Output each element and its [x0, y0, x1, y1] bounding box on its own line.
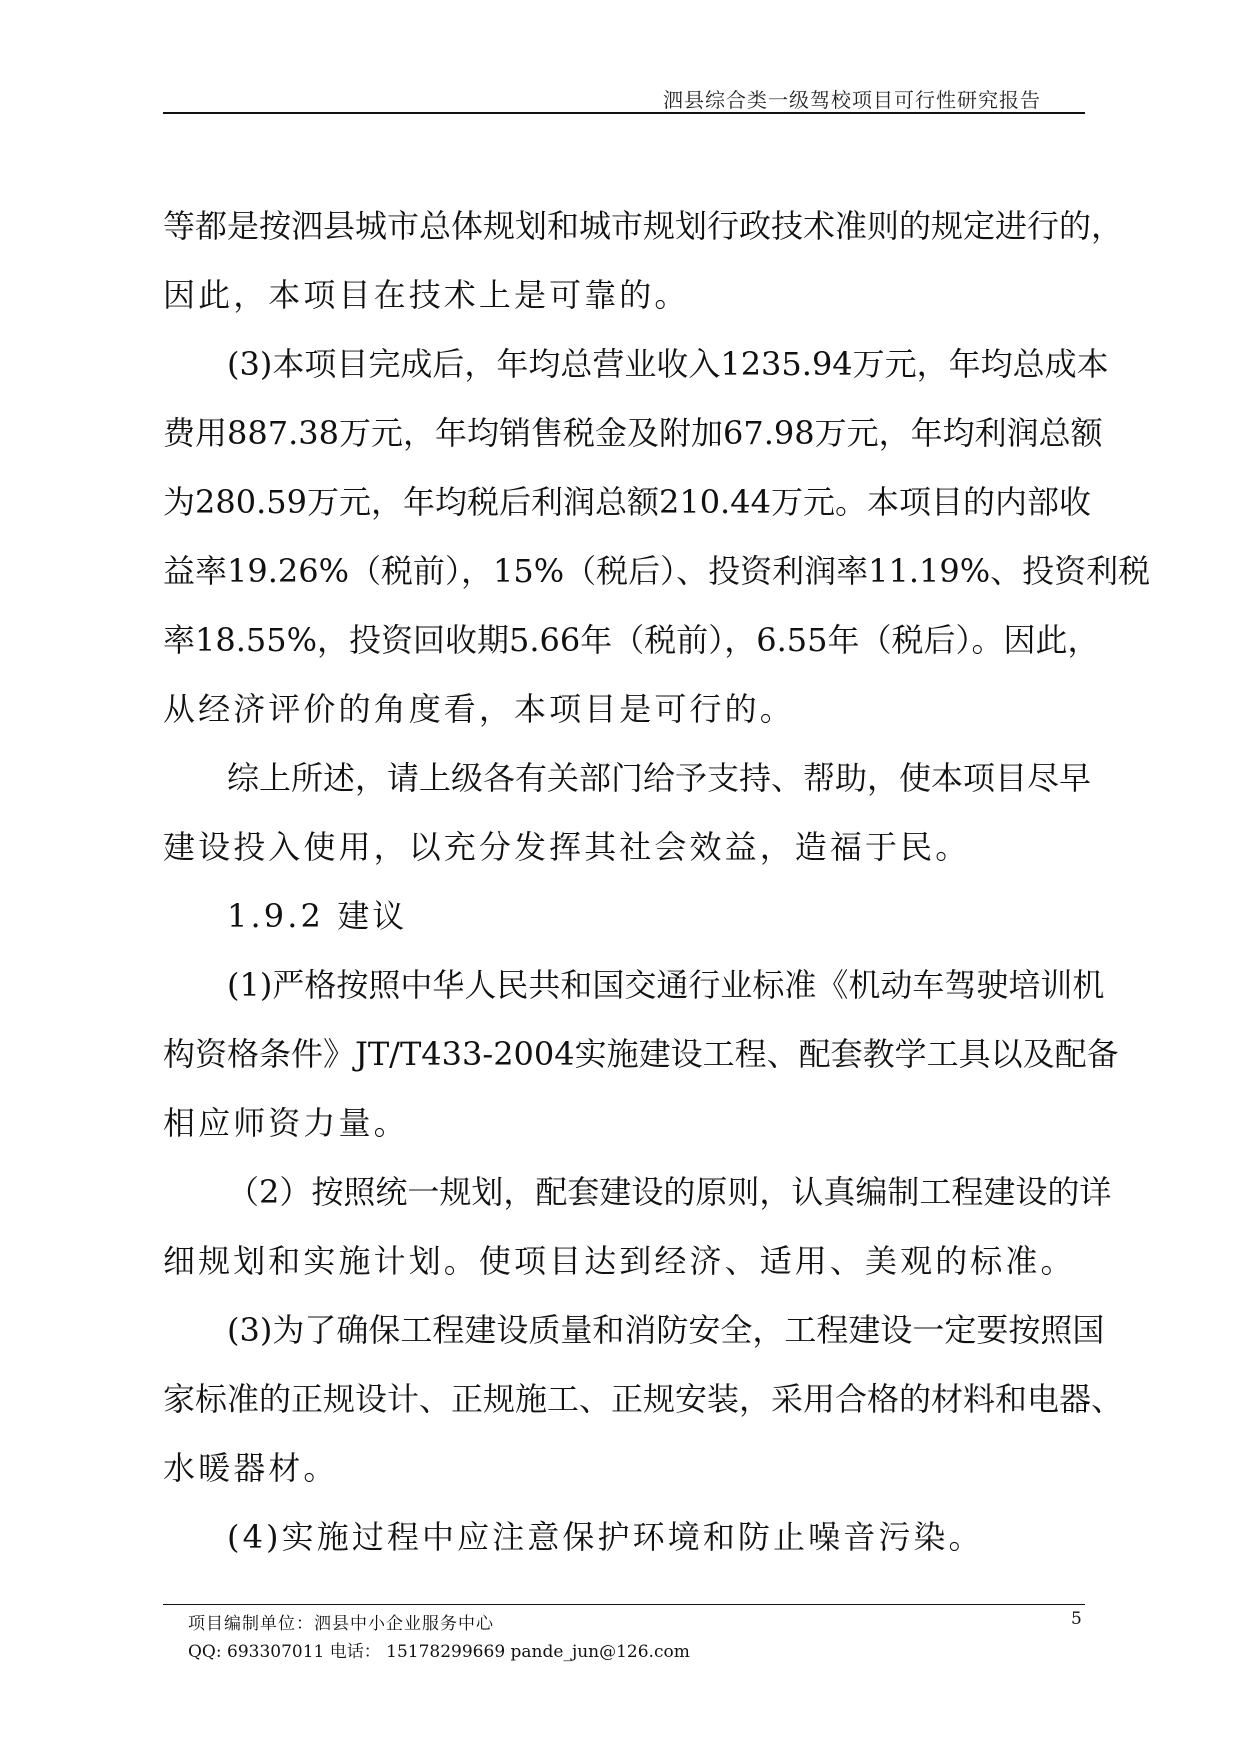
body-line: 家标准的正规设计、正规施工、正规安装，采用合格的材料和电器、: [163, 1380, 1124, 1418]
body-line: 综上所述，请上级各有关部门给予支持、帮助，使本项目尽早: [227, 759, 1092, 797]
body-line: 费用887.38万元，年均销售税金及附加67.98万元，年均利润总额: [163, 414, 1103, 452]
body-line: (3)为了确保工程建设质量和消防安全，工程建设一定要按照国: [227, 1311, 1105, 1349]
footer-rule: [163, 1604, 1085, 1605]
body-line: 构资格条件》JT/T433-2004实施建设工程、配套教学工具以及配备: [163, 1035, 1119, 1073]
body-line: (4)实施过程中应注意保护环境和防止噪音污染。: [227, 1518, 984, 1556]
footer-contact: QQ: 693307011 电话： 15178299669 pande_jun@126.com: [188, 1642, 690, 1662]
body-line: 益率19.26%（税前），15%（税后）、投资利润率11.19%、投资利税: [163, 552, 1151, 590]
body-line: 细规划和实施计划。使项目达到经济、适用、美观的标准。: [163, 1242, 1076, 1280]
body-line: 建设投入使用，以充分发挥其社会效益，造福于民。: [163, 828, 971, 866]
footer-org: 项目编制单位：泗县中小企业服务中心: [188, 1614, 494, 1634]
page-number: 5: [1071, 1609, 1082, 1629]
body-line: 水暖器材。: [163, 1449, 339, 1487]
body-line: 从经济评价的角度看，本项目是可行的。: [163, 690, 795, 728]
header-rule: [163, 112, 1085, 114]
body-line: （2）按照统一规划，配套建设的原则，认真编制工程建设的详: [227, 1173, 1112, 1211]
body-line: 为280.59万元，年均税后利润总额210.44万元。本项目的内部收: [163, 483, 1091, 521]
body-line: 因此，本项目在技术上是可靠的。: [163, 276, 690, 314]
section-heading: 1.9.2 建议: [227, 897, 408, 935]
body-line: (3)本项目完成后，年均总营业收入1235.94万元，年均总成本: [227, 345, 1109, 383]
body-line: 相应师资力量。: [163, 1104, 409, 1142]
body-line: 等都是按泗县城市总体规划和城市规划行政技术准则的规定进行的，: [163, 207, 1124, 245]
header-title: 泗县综合类一级驾校项目可行性研究报告: [663, 88, 1041, 112]
body-text: [163, 192, 1151, 1572]
body-line: (1)严格按照中华人民共和国交通行业标准《机动车驾驶培训机: [227, 966, 1105, 1004]
body-line: 率18.55%，投资回收期5.66年（税前），6.55年（税后）。因此，: [163, 621, 1100, 659]
